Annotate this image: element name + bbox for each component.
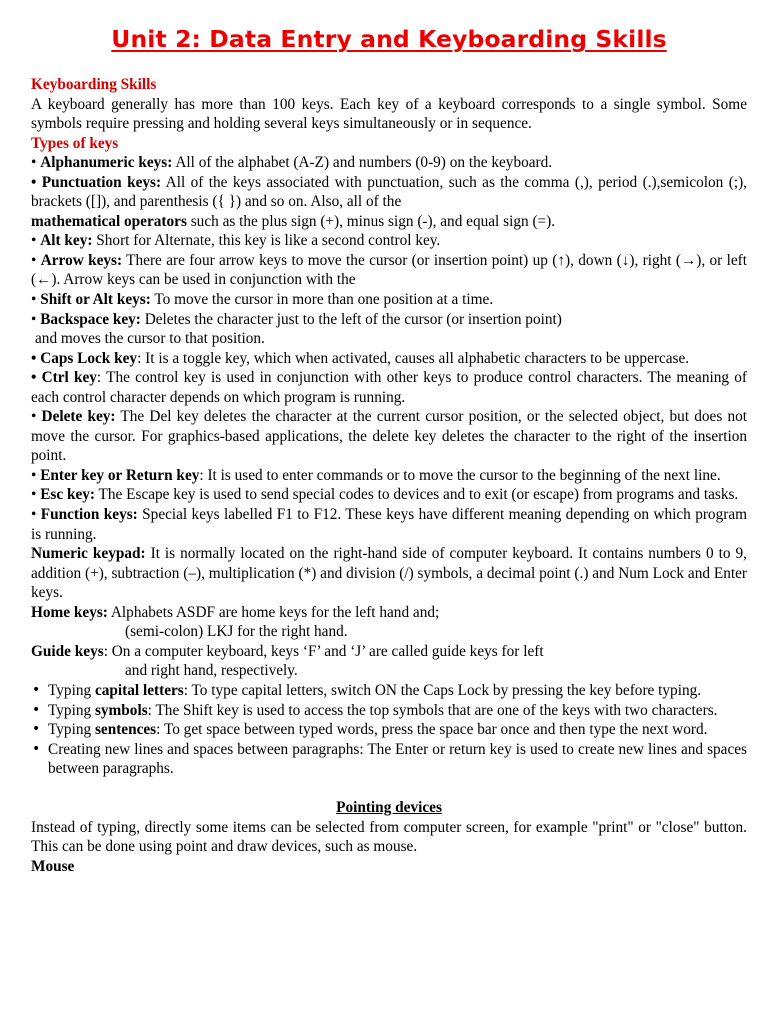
- section-heading-mouse: Mouse: [31, 857, 75, 875]
- item-label: Alphanumeric keys:: [40, 154, 173, 172]
- item-label: sentences: [94, 721, 157, 739]
- item-guide-keys: [31, 642, 747, 662]
- bullet: •: [31, 408, 37, 426]
- section-heading-pointing: Pointing devices: [336, 799, 442, 817]
- list-item: • Typing capital letters: To type capital letters, switch ON the Caps Lock by pressing the key before typing.: [31, 681, 747, 701]
- item-text: : The control key is used in conjunction with other keys to produce control characters. The meaning of each control character depends on which program is running.: [31, 369, 747, 406]
- item-backspace-cont: and moves the cursor to that position.: [35, 330, 265, 348]
- bullet: •: [31, 486, 37, 504]
- page-title: Unit 2: Data Entry and Keyboarding Skills: [111, 25, 667, 53]
- item-text: To move the cursor in more than one position at a time.: [150, 291, 494, 309]
- item-caps-lock: [31, 349, 747, 369]
- item-text: All of the keys associated with punctuation, such as the comma (,), period (.),semicolon (;), brackets ([]), and parenthesis ({ }) and so on. Also, all of the: [31, 173, 747, 211]
- document-page: [31, 24, 747, 876]
- bullet: •: [31, 506, 37, 524]
- item-delete: [31, 407, 747, 466]
- item-text: All of the alphabet (A-Z) and numbers (0-9) on the keyboard.: [172, 154, 553, 172]
- bullet: •: [31, 232, 37, 250]
- item-alt: [31, 231, 747, 251]
- bullet: •: [31, 291, 37, 309]
- item-punctuation: [31, 173, 747, 212]
- list-item: • Typing sentences: To get space between typed words, press the space bar once and then type the next word.: [31, 720, 747, 740]
- bullet: •: [31, 310, 37, 328]
- item-esc: [31, 485, 747, 505]
- item-home-keys-cont: (semi-colon) LKJ for the right hand.: [125, 623, 348, 641]
- item-label: Punctuation keys:: [41, 173, 162, 191]
- item-label: Home keys:: [31, 603, 108, 621]
- item-label: symbols: [94, 701, 148, 719]
- document-body: [31, 75, 747, 876]
- item-text: : To type capital letters, switch ON the Caps Lock by pressing the key before typing.: [183, 681, 702, 699]
- item-numeric-keypad: [31, 544, 747, 603]
- item-guide-keys-cont: and right hand, respectively.: [125, 662, 298, 680]
- item-label: Guide keys: [31, 642, 104, 660]
- item-text: : It is used to enter commands or to move the cursor to the beginning of the next line.: [199, 466, 721, 484]
- item-label: Numeric keypad:: [31, 545, 146, 563]
- item-backspace: [31, 310, 747, 330]
- item-text: There are four arrow keys to move the cursor (or insertion point) up (↑), down (↓), right (→), or left (←). Arrow keys can be used in conjunction with the: [31, 251, 747, 289]
- bullet: •: [31, 251, 37, 269]
- item-text: : The Shift key is used to access the top symbols that are one of the keys with two characters.: [147, 701, 718, 719]
- section-heading-types: Types of keys: [31, 134, 119, 152]
- item-ctrl: [31, 368, 747, 407]
- item-label: Caps Lock key: [40, 349, 138, 367]
- list-item: • Typing symbols: The Shift key is used to access the top symbols that are one of the keys with two characters.: [31, 701, 747, 721]
- item-alphanumeric: [31, 153, 747, 173]
- item-shift: [31, 290, 747, 310]
- item-label: Shift or Alt keys:: [40, 291, 151, 309]
- item-enter: [31, 466, 747, 486]
- bullet: •: [31, 154, 37, 172]
- item-label: capital letters: [94, 681, 184, 699]
- item-function: [31, 505, 747, 544]
- keyboarding-intro: A keyboard generally has more than 100 keys. Each key of a keyboard corresponds to a single symbol. Some symbols require pressing and holding several keys simultaneously or in sequence.: [31, 95, 747, 133]
- item-label: Arrow keys:: [40, 251, 123, 269]
- item-label: Delete key:: [41, 408, 116, 426]
- item-text: Deletes the character just to the left of the cursor (or insertion point): [140, 310, 562, 328]
- item-label: Esc key:: [40, 486, 95, 504]
- item-label: Alt key:: [40, 232, 93, 250]
- pointing-text: Instead of typing, directly some items can be selected from computer screen, for example "print" or "close" button. This can be done using point and draw devices, such as mouse.: [31, 818, 747, 856]
- item-text: It is normally located on the right-hand side of computer keyboard. It contains numbers 0 to 9, addition (+), subtraction (–), multiplication (*) and division (/) symbols, a decimal point (.) and Num Lock and Enter keys.: [31, 545, 747, 602]
- item-label: Function keys:: [40, 506, 138, 524]
- bullet: •: [31, 349, 37, 367]
- item-text: : On a computer keyboard, keys ‘F’ and ‘J’ are called guide keys for left: [103, 642, 544, 660]
- item-label: Backspace key:: [40, 310, 141, 328]
- item-arrow: [31, 251, 747, 290]
- typing-list: [31, 681, 747, 779]
- bullet: •: [31, 173, 37, 191]
- item-label: Enter key or Return key: [40, 466, 200, 484]
- bullet: •: [31, 369, 37, 387]
- list-item: • Creating new lines and spaces between paragraphs: The Enter or return key is used to create new lines and spaces between paragraphs.: [31, 740, 747, 779]
- item-label: Ctrl key: [41, 369, 97, 387]
- item-text: such as the plus sign (+), minus sign (-), and equal sign (=).: [186, 212, 556, 230]
- item-home-keys: [31, 603, 747, 623]
- bullet: •: [31, 466, 37, 484]
- item-text: The Del key deletes the character at the current cursor position, or the selected object, but does not move the cursor. For graphics-based applications, the delete key deletes the character to the right of the insertion point.: [31, 408, 748, 465]
- item-label: mathematical operators: [31, 212, 187, 230]
- item-text: Short for Alternate, this key is like a second control key.: [92, 232, 441, 250]
- item-text: Special keys labelled F1 to F12. These keys have different meaning depending on which program is running.: [31, 506, 748, 543]
- item-text: The Escape key is used to send special codes to devices and to exit (or escape) from programs and tasks.: [95, 486, 739, 504]
- item-math-operators: [31, 212, 747, 232]
- item-text: : To get space between typed words, press the space bar once and then type the next word.: [156, 721, 708, 739]
- item-text: Alphabets ASDF are home keys for the left hand and;: [107, 603, 440, 621]
- section-heading-keyboarding: Keyboarding Skills: [31, 76, 157, 93]
- item-text: : It is a toggle key, which when activated, causes all alphabetic characters to be uppercase.: [137, 349, 690, 367]
